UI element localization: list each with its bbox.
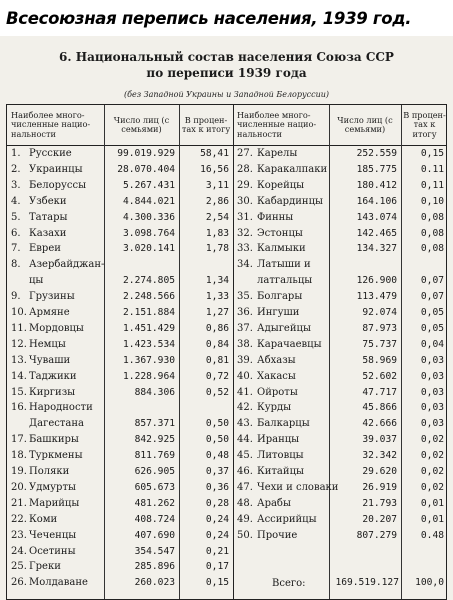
row-number: 29. [237, 179, 253, 191]
row-number: 33. [237, 243, 253, 255]
column-divider [401, 105, 402, 599]
population-count: 1.451.429 [123, 322, 175, 334]
nationality-name: Казахи [29, 227, 67, 239]
population-count: 42.666 [362, 418, 397, 430]
percent-of-total: 1,27 [205, 307, 229, 318]
population-count: 5.267.431 [123, 179, 175, 191]
nationality-name: Чехи и словаки [257, 481, 339, 493]
header-nationality-left: Наиболее много-численные нацио-нальности [11, 110, 91, 139]
nationality-name: Греки [29, 561, 61, 573]
row-number: 5. [11, 211, 21, 223]
population-count: 252.559 [356, 148, 397, 159]
row-number: 47. [237, 481, 253, 493]
population-count: 3.020.141 [123, 243, 175, 255]
population-count: 2.248.566 [123, 291, 175, 303]
percent-of-total: 58,41 [200, 148, 229, 159]
percent-of-total: 0,02 [420, 434, 444, 446]
nationality-name: Татары [29, 211, 68, 223]
row-number: 42. [237, 402, 253, 414]
header-percent-left: В процен-тах к итогу [181, 114, 231, 134]
percent-of-total: 0,36 [205, 481, 229, 493]
nationality-name: Киргизы [29, 386, 76, 398]
row-number: 21. [11, 497, 27, 509]
nationality-name: Чуваши [29, 354, 71, 366]
population-count: 21.793 [362, 497, 397, 509]
population-count: 99.019.929 [117, 148, 175, 159]
table-subtitle: (без Западной Украины и Западной Белоруссии) [124, 90, 329, 99]
population-count: 2.274.805 [123, 275, 175, 287]
nationality-name: Латыши и [257, 259, 311, 271]
percent-of-total: 0,04 [420, 338, 444, 350]
nationality-name: Хакасы [257, 370, 296, 382]
header-divider [7, 145, 446, 146]
row-number: 15. [11, 386, 27, 398]
population-count: 39.037 [362, 434, 397, 446]
percent-of-total: 1,83 [205, 227, 229, 239]
nationality-name: Марийцы [29, 497, 80, 509]
row-number: 39. [237, 354, 253, 366]
population-count: 626.905 [134, 466, 175, 477]
nationality-name: Ассирийцы [257, 513, 317, 525]
population-count: 285.896 [134, 561, 175, 573]
row-number: 32. [237, 227, 253, 239]
percent-of-total: 1,78 [205, 243, 229, 255]
row-number: 41. [237, 386, 253, 398]
percent-of-total: 0,03 [420, 354, 444, 366]
row-number: 28. [237, 163, 253, 175]
population-count: 2.151.884 [123, 307, 175, 318]
nationality-name: Узбеки [29, 195, 67, 207]
row-number: 40. [237, 370, 253, 382]
row-number: 17. [11, 434, 27, 446]
percent-of-total: 0,50 [205, 418, 229, 430]
nationality-name: Евреи [29, 243, 61, 255]
nationality-name: Таджики [29, 370, 77, 382]
row-number: 31. [237, 211, 253, 223]
population-count: 58.969 [362, 354, 397, 366]
population-count: 857.371 [134, 418, 175, 430]
percent-of-total: 0,86 [205, 322, 229, 334]
row-number: 2. [11, 163, 21, 175]
row-number: 13. [11, 354, 27, 366]
population-count: 481.262 [134, 497, 175, 509]
percent-of-total: 0.11 [420, 163, 444, 175]
row-number: 10. [11, 307, 27, 318]
percent-of-total: 0,02 [420, 481, 444, 493]
percent-of-total: 0,37 [205, 466, 229, 477]
nationality-name: Эстонцы [257, 227, 303, 239]
nationality-name: Карелы [257, 148, 298, 159]
nationality-name: Китайцы [257, 466, 304, 477]
row-number: 18. [11, 450, 27, 462]
population-count: 605.673 [134, 481, 175, 493]
nationality-name: Абхазы [257, 354, 296, 366]
population-count: 185.775 [356, 163, 397, 175]
nationality-name: Балкарцы [257, 418, 310, 430]
row-number: 37. [237, 322, 253, 334]
population-count: 164.106 [356, 195, 397, 207]
population-count: 29.620 [362, 466, 397, 477]
percent-of-total: 0,08 [420, 227, 444, 239]
percent-of-total: 2,54 [205, 211, 229, 223]
population-count: 408.724 [134, 513, 175, 525]
percent-of-total: 0,10 [420, 195, 444, 207]
nationality-name: Иранцы [257, 434, 300, 446]
row-number: 50. [237, 529, 253, 541]
nationality-name: Белоруссы [29, 179, 87, 191]
row-number: 1. [11, 148, 21, 159]
percent-of-total: 0,52 [205, 386, 229, 398]
percent-of-total: 0,05 [420, 307, 444, 318]
population-count: 260.023 [134, 577, 175, 589]
nationality-name: Русские [29, 148, 72, 159]
row-number: 45. [237, 450, 253, 462]
population-count: 32.342 [362, 450, 397, 462]
percent-of-total: 0.48 [420, 529, 444, 541]
population-count: 142.465 [356, 227, 397, 239]
row-number: 11. [11, 322, 27, 334]
percent-of-total: 0,05 [420, 322, 444, 334]
population-count: 842.925 [134, 434, 175, 446]
nationality-name: Азербайджан- [29, 259, 105, 271]
nationality-name: Адыгейцы [257, 322, 311, 334]
nationality-name: Грузины [29, 291, 75, 303]
nationality-name: Немцы [29, 338, 66, 350]
population-count: 4.300.336 [123, 211, 175, 223]
population-count: 143.074 [356, 211, 397, 223]
census-table [6, 104, 447, 600]
row-number: 46. [237, 466, 253, 477]
nationality-name: латгальцы [257, 275, 313, 287]
percent-of-total: 0,50 [205, 434, 229, 446]
population-count: 47.717 [362, 386, 397, 398]
row-number: 49. [237, 513, 253, 525]
header-count-right: Число лиц (с семьями) [337, 114, 393, 134]
row-number: 12. [11, 338, 27, 350]
percent-of-total: 0,81 [205, 354, 229, 366]
population-count: 87.973 [362, 322, 397, 334]
nationality-name: Мордовцы [29, 322, 84, 334]
population-count: 20.207 [362, 513, 397, 525]
row-number: 44. [237, 434, 253, 446]
percent-of-total: 0,02 [420, 450, 444, 462]
percent-of-total: 0,15 [205, 577, 229, 589]
nationality-name: Калмыки [257, 243, 306, 255]
percent-of-total: 0,84 [205, 338, 229, 350]
row-number: 6. [11, 227, 21, 239]
population-count: 45.866 [362, 402, 397, 414]
nationality-name: Народности [29, 402, 93, 414]
row-number: 25. [11, 561, 27, 573]
nationality-name: Украинцы [29, 163, 83, 175]
column-divider [104, 105, 105, 599]
nationality-name: Поляки [29, 466, 70, 477]
row-number: 9. [11, 291, 21, 303]
population-count: 126.900 [356, 275, 397, 287]
column-divider [329, 105, 330, 599]
row-number: 30. [237, 195, 253, 207]
population-count: 807.279 [356, 529, 397, 541]
percent-of-total: 0,02 [420, 466, 444, 477]
row-number: 4. [11, 195, 21, 207]
percent-of-total: 0,21 [205, 545, 229, 557]
nationality-name: Удмурты [29, 481, 76, 493]
table-title: 6. Национальный состав населения Союза ССР [59, 50, 394, 64]
row-number: 38. [237, 338, 253, 350]
percent-of-total: 0,03 [420, 402, 444, 414]
population-count: 134.327 [356, 243, 397, 255]
percent-of-total: 0,24 [205, 513, 229, 525]
population-count: 92.074 [362, 307, 397, 318]
population-count: 1.367.930 [123, 354, 175, 366]
population-count: 4.844.021 [123, 195, 175, 207]
column-divider [179, 105, 180, 599]
row-number: 24. [11, 545, 27, 557]
population-count: 75.737 [362, 338, 397, 350]
total-label: Всего: [272, 578, 306, 590]
row-number: 34. [237, 259, 253, 271]
population-count: 884.306 [134, 386, 175, 398]
row-number: 7. [11, 243, 21, 255]
percent-of-total: 0,08 [420, 211, 444, 223]
population-count: 52.602 [362, 370, 397, 382]
percent-of-total: 0,11 [420, 179, 444, 191]
headline: Всесоюзная перепись населения, 1939 год. [6, 8, 412, 28]
nationality-name: Дагестана [29, 418, 84, 430]
percent-of-total: 2,86 [205, 195, 229, 207]
row-number: 23. [11, 529, 27, 541]
percent-of-total: 0,15 [420, 148, 444, 159]
population-count: 407.690 [134, 529, 175, 541]
nationality-name: Башкиры [29, 434, 79, 446]
column-divider-center [233, 105, 234, 599]
total-count: 169.519.127 [335, 577, 399, 589]
percent-of-total: 0,03 [420, 418, 444, 430]
nationality-name: Молдаване [29, 577, 88, 589]
percent-of-total: 0,07 [420, 275, 444, 287]
row-number: 16. [11, 402, 27, 414]
nationality-name: Финны [257, 211, 294, 223]
nationality-name: Литовцы [257, 450, 304, 462]
percent-of-total: 0,08 [420, 243, 444, 255]
population-count: 113.479 [356, 291, 397, 303]
nationality-name: Армяне [29, 307, 70, 318]
population-count: 354.547 [134, 545, 175, 557]
percent-of-total: 0,28 [205, 497, 229, 509]
percent-of-total: 0,03 [420, 386, 444, 398]
total-percent: 100,0 [415, 577, 444, 589]
population-count: 26.919 [362, 481, 397, 493]
population-count: 811.769 [134, 450, 175, 462]
nationality-name: цы [29, 275, 44, 287]
nationality-name: Кабардинцы [257, 195, 323, 207]
percent-of-total: 0,48 [205, 450, 229, 462]
nationality-name: Арабы [257, 497, 291, 509]
header-nationality-right: Наиболее много-численные нацио-нальности [237, 110, 317, 139]
row-number: 27. [237, 148, 253, 159]
nationality-name: Осетины [29, 545, 76, 557]
percent-of-total: 1,33 [205, 291, 229, 303]
percent-of-total: 0,01 [420, 513, 444, 525]
nationality-name: Прочие [257, 529, 298, 541]
population-count: 1.423.534 [123, 338, 175, 350]
percent-of-total: 1,34 [205, 275, 229, 287]
percent-of-total: 0,01 [420, 497, 444, 509]
row-number: 3. [11, 179, 21, 191]
nationality-name: Ойроты [257, 386, 298, 398]
percent-of-total: 3,11 [205, 179, 229, 191]
population-count: 3.098.764 [123, 227, 175, 239]
percent-of-total: 0,24 [205, 529, 229, 541]
row-number: 26. [11, 577, 27, 589]
nationality-name: Карачаевцы [257, 338, 322, 350]
nationality-name: Туркмены [29, 450, 83, 462]
row-number: 22. [11, 513, 27, 525]
nationality-name: Коми [29, 513, 58, 525]
nationality-name: Корейцы [257, 179, 305, 191]
percent-of-total: 0,07 [420, 291, 444, 303]
population-count: 1.228.964 [123, 370, 175, 382]
row-number: 8. [11, 259, 21, 271]
row-number: 36. [237, 307, 253, 318]
nationality-name: Каракалпаки [257, 163, 328, 175]
population-count: 180.412 [356, 179, 397, 191]
nationality-name: Ингуши [257, 307, 300, 318]
row-number: 43. [237, 418, 253, 430]
percent-of-total: 0,17 [205, 561, 229, 573]
population-count: 28.070.404 [117, 163, 175, 175]
row-number: 19. [11, 466, 27, 477]
row-number: 20. [11, 481, 27, 493]
percent-of-total: 16,56 [200, 163, 229, 175]
percent-of-total: 0,72 [205, 370, 229, 382]
nationality-name: Курды [257, 402, 292, 414]
nationality-name: Чеченцы [29, 529, 77, 541]
percent-of-total: 0,03 [420, 370, 444, 382]
nationality-name: Болгары [257, 291, 303, 303]
table-title-line-2: по переписи 1939 года [146, 66, 307, 80]
row-number: 48. [237, 497, 253, 509]
header-count-left: Число лиц (с семьями) [113, 114, 170, 134]
row-number: 14. [11, 370, 27, 382]
header-percent-right: В процен-тах к итогу [403, 110, 446, 139]
newspaper-scan [0, 36, 453, 600]
row-number: 35. [237, 291, 253, 303]
